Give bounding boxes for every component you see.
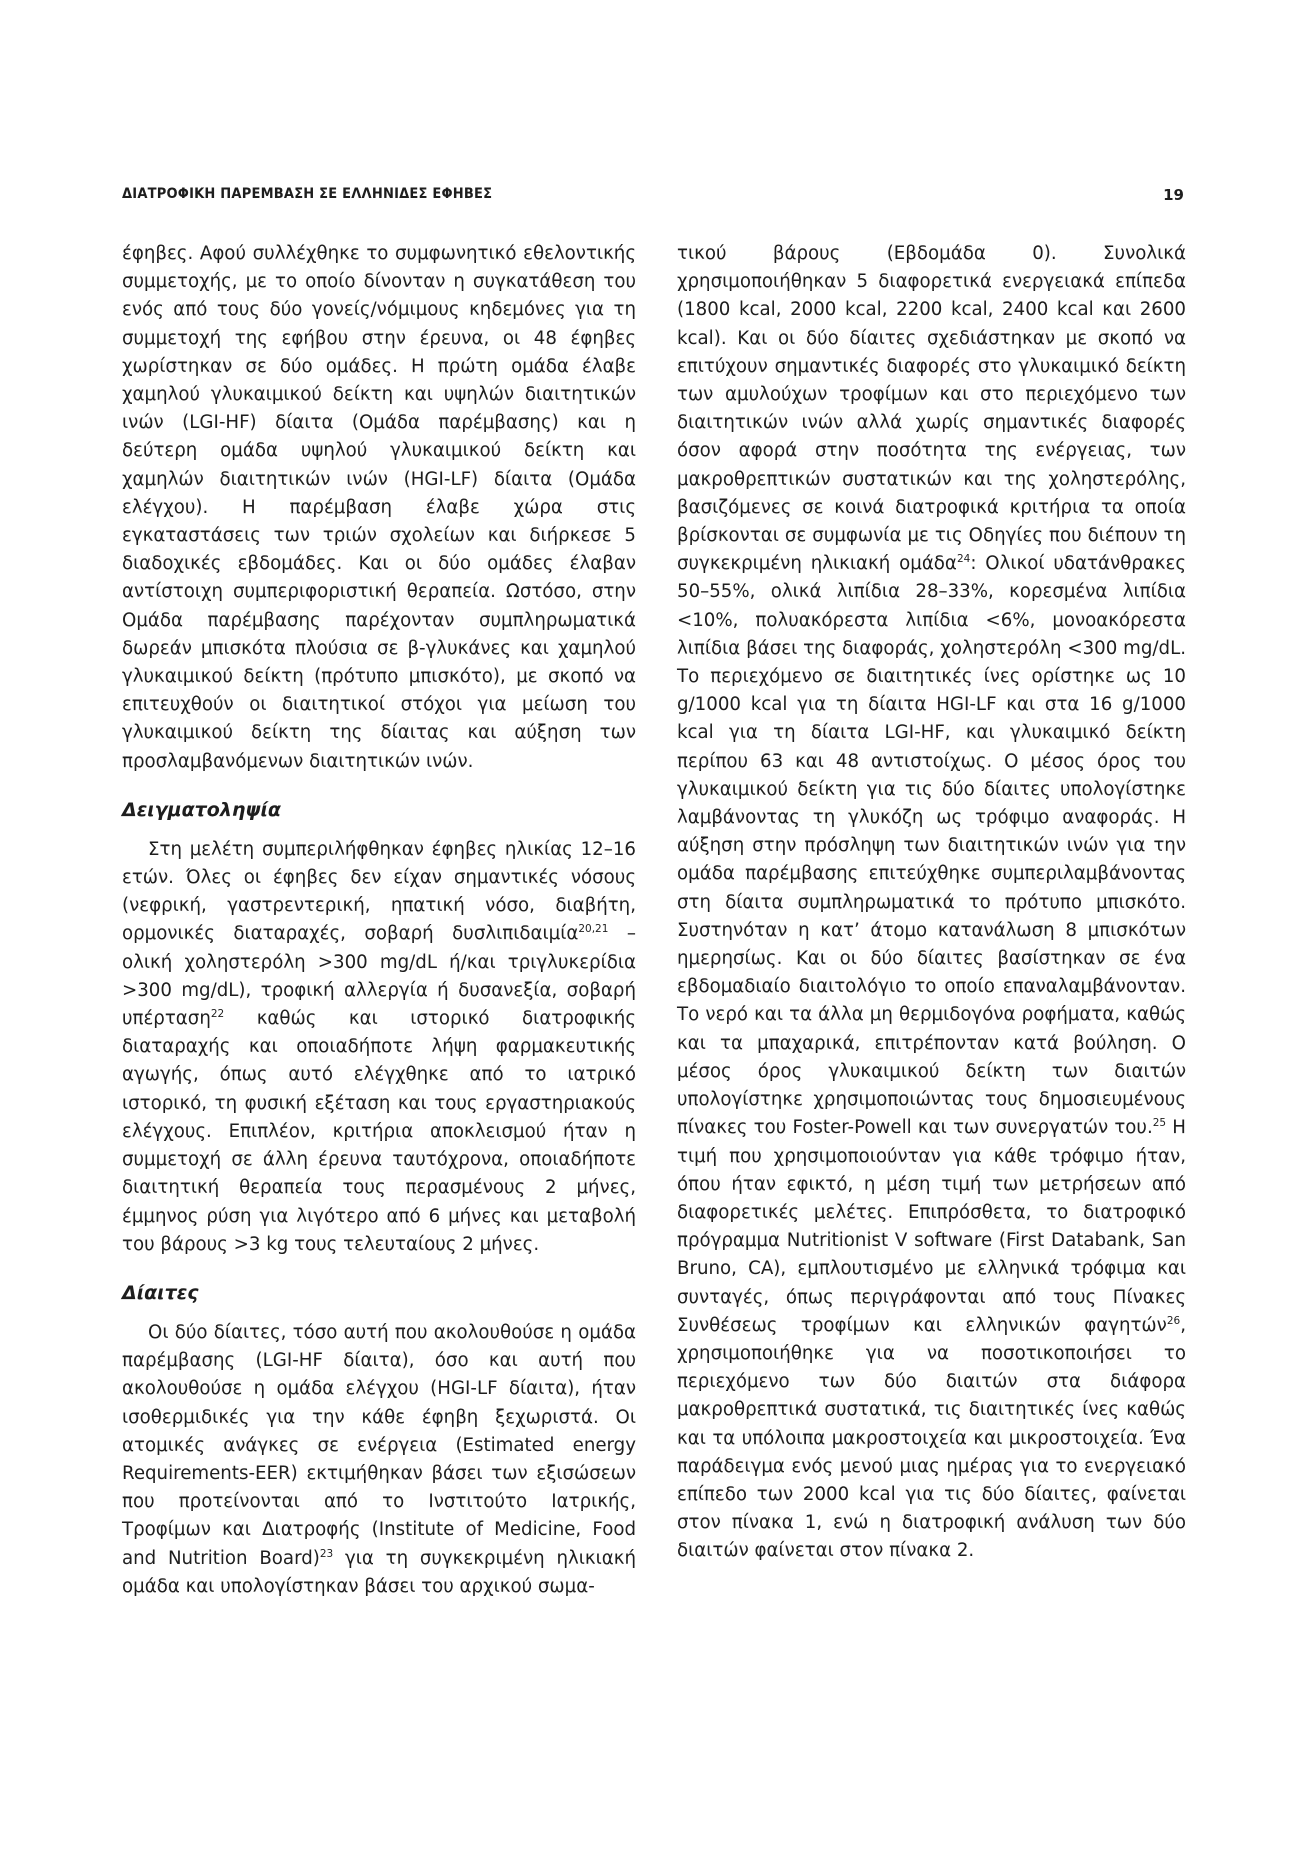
section-heading-sampling: Δειγματοληψία [122, 798, 281, 821]
citation-25: 25 [1152, 1117, 1167, 1130]
citation-20-21: 20,21 [578, 923, 609, 936]
citation-23: 23 [319, 1547, 334, 1560]
paragraph-diets: Οι δύο δίαιτες, τόσο αυτή που ακολουθούσε η ομάδα παρέμβασης (LGI-HF δίαιτα), όσο και αυτή που ακολουθούσε η ομάδα ελέγχου (HGI-LF δίαιτα), ήταν ισοθερμιδικές για την κάθε έφηβη ξεχωριστά. Οι ατομικές ανάγκες σε ενέργεια (Estimated energy Requirements-EER) εκτιμήθηκαν βάσει των εξισώσεων που προτείνονται από το Ινστιτούτο Ιατρικής, Τροφίμων και Διατροφής (Institute of Medicine, Food and Nutrition Board)$^{23}$ για τη συγκεκριμένη ηλικιακή ομάδα και υπολογίστηκαν βάσει του αρχικού σωμα- [122, 1321, 636, 1597]
right-column [677, 240, 1186, 1566]
section-heading-diets: Δίαιτες [122, 1281, 199, 1304]
running-title: ΔΙΑΤΡΟΦΙΚΗ ΠΑΡΕΜΒΑΣΗ ΣΕ ΕΛΛΗΝΙΔΕΣ ΕΦΗΒΕΣ [122, 186, 493, 202]
paragraph-continuation: έφηβες. Αφού συλλέχθηκε το συμφωνητικό εθελοντικής συμμετοχής, με το οποίο δίνονταν η συγκατάθεση του ενός από τους δύο γονείς/νόμιμους κηδεμόνες για τη συμμετοχή της εφήβου στην έρευνα, οι 48 έφηβες χωρίστηκαν σε δύο ομάδες. Η πρώτη ομάδα έλαβε χαμηλού γλυκαιμικού δείκτη και υψηλών διαιτητικών ινών (LGI-HF) δίαιτα (Ομάδα παρέμβασης) και η δεύτερη ομάδα υψηλού γλυκαιμικού δείκτη και χαμηλών διαιτητικών ινών (HGI-LF) δίαιτα (Ομάδα ελέγχου). Η παρέμβαση έλαβε χώρα στις εγκαταστάσεις των τριών σχολείων και διήρκεσε 5 διαδοχικές εβδομάδες. Και οι δύο ομάδες έλαβαν αντίστοιχη συμπεριφοριστική θεραπεία. Ωστόσο, στην Ομάδα παρέμβασης παρέχονταν συμπληρωματικά δωρεάν μπισκότα πλούσια σε β-γλυκάνες και χαμηλού γλυκαιμικού δείκτη (πρότυπο μπισκότο), με σκοπό να επιτευχθούν οι διαιτητικοί στόχοι για μείωση του γλυκαιμικού δείκτη της δίαιτας και αύξηση των προσλαμβανόμενων διαιτητικών ινών. [122, 243, 636, 772]
citation-24: 24 [956, 553, 971, 566]
left-column [122, 240, 636, 1601]
paragraph-sampling: Στη μελέτη συμπεριλήφθηκαν έφηβες ηλικίας 12–16 ετών. Όλες οι έφηβες δεν είχαν σημαντικές νόσους (νεφρική, γαστρεντερική, ηπατική νόσο, διαβήτη, ορμονικές διαταραχές, σοβαρή δυσλιπιδαιμία$^{20,21}$ – ολική χοληστερόλη >300 mg/dL ή/και τριγλυκερίδια >300 mg/dL), τροφική αλλεργία ή δυσανεξία, σοβαρή υπέρταση$^{22}$ καθώς και ιστορικό διατροφικής διαταραχής και οποιαδήποτε λήψη φαρμακευτικής αγωγής, όπως αυτό ελέγχθηκε από το ιατρικό ιστορικό, τη φυσική εξέταση και τους εργαστηριακούς ελέγχους. Επιπλέον, κριτήρια αποκλεισμού ήταν η συμμετοχή σε άλλη έρευνα ταυτόχρονα, οποιαδήποτε διαιτητική θεραπεία τους περασμένους 2 μήνες, έμμηνος ρύση για λιγότερο από 6 μήνες και μεταβολή του βάρους >3 kg τους τελευταίους 2 μήνες. [122, 838, 636, 1255]
citation-26: 26 [1166, 1314, 1181, 1327]
citation-22: 22 [210, 1008, 225, 1021]
running-header [122, 186, 1184, 210]
paragraph-diets-continued: τικού βάρους (Εβδομάδα 0). Συνολικά χρησιμοποιήθηκαν 5 διαφορετικά ενεργειακά επίπεδα (1800 kcal, 2000 kcal, 2200 kcal, 2400 kcal και 2600 kcal). Και οι δύο δίαιτες σχεδιάστηκαν με σκοπό να επιτύχουν σημαντικές διαφορές στο γλυκαιμικό δείκτη των αμυλούχων τροφίμων και στο περιεχόμενο των διαιτητικών ινών αλλά χωρίς σημαντικές διαφορές όσον αφορά στην ποσότητα της ενέργειας, των μακροθρεπτικών συστατικών και της χοληστερόλης, βασιζόμενες σε κοινά διατροφικά κριτήρια τα οποία βρίσκονται σε συμφωνία με τις Οδηγίες που διέπουν τη συγκεκριμένη ηλικιακή ομάδα$^{24}$: Ολικοί υδατάνθρακες 50–55%, ολικά λιπίδια 28–33%, κορεσμένα λιπίδια <10%, πολυακόρεστα λιπίδια <6%, μονοακόρεστα λιπίδια βάσει της διαφοράς, χοληστερόλη <300 mg/dL. Το περιεχόμενο σε διαιτητικές ίνες ορίστηκε ως 10 g/1000 kcal για τη δίαιτα HGI-LF και στα 16 g/1000 kcal για τη δίαιτα LGI-HF, και γλυκαιμικό δείκτη περίπου 63 και 48 αντιστοίχως. Ο μέσος όρος του γλυκαιμικού δείκτη για τις δύο δίαιτες υπολογίστηκε λαμβάνοντας τη γλυκόζη ως τρόφιμο αναφοράς. Η αύξηση στην πρόσληψη των διαιτητικών ινών για την ομάδα παρέμβασης επιτεύχθηκε συμπεριλαμβάνοντας στη δίαιτα συμπληρωματικά το πρότυπο μπισκότο. Συστηνόταν η κατ’ άτομο κατανάλωση 8 μπισκότων ημερησίως. Και οι δύο δίαιτες βασίστηκαν σε ένα εβδομαδιαίο διαιτολόγιο το οποίο επαναλαμβάνονταν. Το νερό και τα άλλα μη θερμιδογόνα ροφήματα, καθώς και τα μπαχαρικά, επιτρέπονταν κατά βούληση. Ο μέσος όρος γλυκαιμικού δείκτη των διαιτών υπολογίστηκε χρησιμοποιώντας τους δημοσιευμένους πίνακες του Foster-Powell και των συνεργατών του.$^{25}$ Η τιμή που χρησιμοποιούνταν για κάθε τρόφιμο ήταν, όπου ήταν εφικτό, η μέση τιμή των μετρήσεων από διαφορετικές μελέτες. Επιπρόσθετα, το διατροφικό πρόγραμμα Nutritionist V software (First Databank, San Bruno, CA), εμπλουτισμένο με ελληνικά τρόφιμα και συνταγές, όπως περιγράφονται από τους Πίνακες Συνθέσεως τροφίμων και ελληνικών φαγητών$^{26}$, χρησιμοποιήθηκε για να ποσοτικοποιήσει το περιεχόμενο των δύο διαιτών στα διάφορα μακροθρεπτικά συστατικά, τις διαιτητικές ίνες καθώς και τα υπόλοιπα μακροστοιχεία και μικροστοιχεία. Ένα παράδειγμα ενός μενού μιας ημέρας για το ενεργειακό επίπεδο των 2000 kcal για τις δύο δίαιτες, φαίνεται στον πίνακα 1, ενώ η διατροφική ανάλυση των δύο διαιτών φαίνεται στον πίνακα 2. [677, 243, 1186, 1562]
page-number: 19 [1163, 186, 1184, 204]
